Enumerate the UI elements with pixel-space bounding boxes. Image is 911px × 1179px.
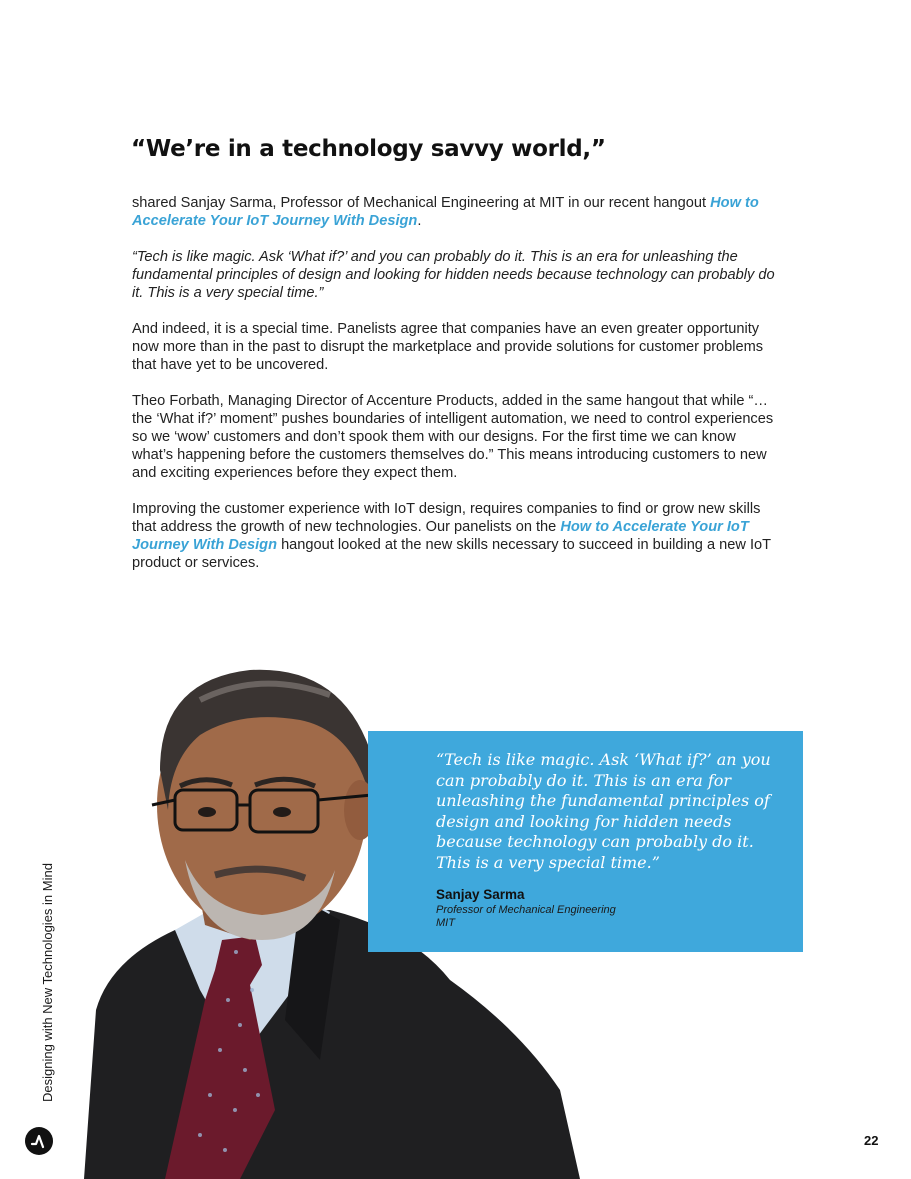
brand-logo-icon	[25, 1127, 53, 1155]
pull-quote-text: “Tech is like magic. Ask ‘What if?’ an you can probably do it. This is an era for unleashing the fundamental principles of design and looking for hidden needs because technology can probably do it. This is a very special time.”	[436, 750, 771, 872]
page-headline: “We’re in a technology savvy world,”	[131, 136, 606, 162]
pull-quote-org: MIT	[436, 917, 455, 929]
hangout-link[interactable]: How to Accelerate Your IoT Journey With Design	[132, 195, 759, 229]
paragraph-4	[132, 500, 777, 572]
article-body	[132, 194, 777, 590]
paragraph-3: Theo Forbath, Managing Director of Accenture Products, added in the same hangout that while “…the ‘What if?’ moment” pushes boundaries of intelligent automation, we need to control experiences so we ‘wow’ customers and don’t spook them with our designs. For the first time we can know what’s happening before the customers themselves do.” This means introducing customers to new and exciting experiences before they expect them.	[132, 393, 774, 481]
intro-text: shared Sanjay Sarma, Professor of Mechanical Engineering at MIT in our recent hangout	[132, 195, 711, 211]
pull-quote-name: Sanjay Sarma	[436, 887, 525, 902]
hangout-link-2[interactable]: How to Accelerate Your IoT Journey With Design	[132, 519, 749, 553]
quote-paragraph: “Tech is like magic. Ask ‘What if?’ and you can probably do it. This is an era for unleashing the fundamental principles of design and looking for hidden needs because technology can probably do it. This is a very special time.”	[132, 249, 775, 301]
paragraph-2: And indeed, it is a special time. Panelists agree that companies have an even greater opportunity now more than in the past to disrupt the marketplace and provide solutions for customer problems that have yet to be uncovered.	[132, 321, 764, 373]
page-number: 22	[864, 1133, 879, 1148]
side-section-label: Designing with New Technologies in Mind	[40, 863, 55, 1102]
paragraph-4-text: Improving the customer experience with IoT design, requires companies to find or grow new skills that address the growth of new technologies. Our panelists on the	[132, 501, 761, 535]
pull-quote-role: Professor of Mechanical Engineering	[436, 904, 616, 916]
pull-quote-box	[368, 731, 803, 952]
intro-paragraph	[132, 194, 777, 230]
intro-after: .	[417, 213, 422, 229]
paragraph-4-after: hangout looked at the new skills necessary to succeed in building a new IoT product or services.	[132, 537, 771, 571]
